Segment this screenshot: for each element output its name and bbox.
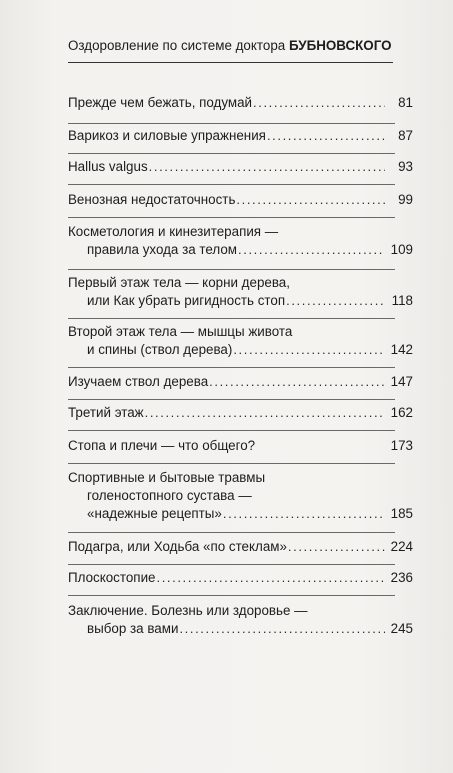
dot-leader bbox=[286, 292, 385, 310]
toc-line bbox=[68, 487, 413, 505]
dot-leader bbox=[233, 341, 385, 359]
toc-line bbox=[68, 158, 413, 176]
toc-separator bbox=[68, 564, 395, 565]
toc-separator bbox=[68, 269, 395, 270]
header-title: Оздоровление по системе доктора bbox=[68, 38, 286, 53]
toc-page-number: 147 bbox=[390, 374, 413, 389]
toc-entry-title: Заключение. Болезнь или здоровье — bbox=[68, 603, 308, 618]
toc-line bbox=[68, 191, 413, 209]
toc-entry bbox=[68, 538, 413, 556]
toc-line bbox=[68, 505, 413, 523]
toc-line bbox=[68, 241, 413, 259]
toc-line bbox=[68, 437, 413, 455]
toc-entry bbox=[68, 127, 413, 145]
dot-leader bbox=[145, 404, 385, 422]
toc-page-number: 162 bbox=[390, 405, 413, 420]
toc-entry-title: Стопа и плечи — что общего? bbox=[68, 438, 256, 453]
toc-entry-title: Спортивные и бытовые травмы bbox=[68, 470, 266, 485]
toc-separator bbox=[68, 399, 395, 400]
dot-leader bbox=[288, 538, 385, 556]
toc-entry bbox=[68, 602, 413, 638]
dot-leader bbox=[149, 158, 385, 176]
toc-line bbox=[68, 292, 413, 310]
dot-leader bbox=[157, 569, 386, 587]
dot-leader bbox=[253, 94, 385, 112]
toc-entry bbox=[68, 569, 413, 587]
toc-page-number: 118 bbox=[391, 293, 413, 308]
toc-line bbox=[68, 602, 413, 620]
toc-separator bbox=[68, 184, 395, 185]
toc-entry-title-cont: выбор за вами bbox=[87, 621, 179, 636]
toc-page-number: 245 bbox=[390, 621, 413, 636]
header-author: БУБНОВСКОГО bbox=[288, 38, 392, 53]
toc-line bbox=[68, 127, 413, 145]
toc-entry-title: Прежде чем бежать, подумай bbox=[68, 95, 253, 110]
dot-leader bbox=[236, 191, 385, 209]
dot-leader bbox=[179, 620, 385, 638]
toc-entry-title: Второй этаж тела — мышцы живота bbox=[68, 324, 293, 339]
toc-entry bbox=[68, 437, 413, 455]
toc-entry-title: Подагра, или Ходьба «по стеклам» bbox=[68, 539, 287, 554]
toc-entry-title: Косметология и кинезитерапия — bbox=[68, 224, 279, 239]
toc-entry bbox=[68, 94, 413, 112]
toc-entry bbox=[68, 404, 413, 422]
toc-line bbox=[68, 323, 413, 341]
toc-entry-title: Варикоз и силовые упражнения bbox=[68, 128, 266, 143]
toc-page-number: 81 bbox=[398, 95, 413, 110]
toc-line bbox=[68, 404, 413, 422]
toc-entry bbox=[68, 274, 413, 310]
toc-page-number: 87 bbox=[398, 128, 413, 143]
toc-entry-title-cont: правила ухода за телом bbox=[87, 242, 238, 257]
toc-entry-title-cont: «надежные рецепты» bbox=[87, 506, 222, 521]
toc-separator bbox=[68, 532, 395, 533]
dot-leader bbox=[267, 127, 385, 145]
toc-entry bbox=[68, 223, 413, 259]
toc-page-number: 185 bbox=[390, 506, 413, 521]
toc-page-number: 142 bbox=[390, 342, 413, 357]
toc-separator bbox=[68, 153, 395, 154]
toc-page-number: 236 bbox=[390, 570, 413, 585]
dot-leader bbox=[209, 373, 385, 391]
toc-entry bbox=[68, 158, 413, 176]
toc-entry bbox=[68, 469, 413, 523]
toc-entry-title: Изучаем ствол дерева bbox=[68, 374, 209, 389]
toc-entry bbox=[68, 373, 413, 391]
toc-separator bbox=[68, 430, 395, 431]
toc-entry bbox=[68, 191, 413, 209]
toc-separator bbox=[68, 217, 395, 218]
header-rule bbox=[68, 62, 393, 63]
toc-separator bbox=[68, 123, 395, 124]
toc-separator bbox=[68, 595, 395, 596]
dot-leader bbox=[238, 241, 385, 259]
toc-line bbox=[68, 620, 413, 638]
toc-line bbox=[68, 223, 413, 241]
toc-separator bbox=[68, 463, 395, 464]
toc-entry-title-cont: и спины (ствол дерева) bbox=[87, 342, 233, 357]
toc-line bbox=[68, 373, 413, 391]
toc-entry-title: Первый этаж тела — корни дерева, bbox=[68, 275, 290, 290]
toc-entry bbox=[68, 323, 413, 359]
toc-separator bbox=[68, 367, 395, 368]
toc-line bbox=[68, 341, 413, 359]
toc-line bbox=[68, 538, 413, 556]
toc-line bbox=[68, 569, 413, 587]
toc-page-number: 173 bbox=[390, 438, 413, 453]
toc-entry-title: Hallus valgus bbox=[68, 159, 148, 174]
toc-page-number: 109 bbox=[390, 242, 413, 257]
toc-line bbox=[68, 469, 413, 487]
toc-page-number: 224 bbox=[390, 539, 413, 554]
toc-entry-title-cont: или Как убрать ригидность стоп bbox=[87, 293, 286, 308]
toc-line bbox=[68, 94, 413, 112]
toc-page-number: 99 bbox=[398, 192, 413, 207]
dot-leader bbox=[223, 505, 385, 523]
toc-entry-title: Венозная недостаточность bbox=[68, 192, 236, 207]
toc-entry-title-cont: голеностопного сустава — bbox=[87, 488, 252, 503]
toc-separator bbox=[68, 318, 395, 319]
toc-entry-title: Плоскостопие bbox=[68, 570, 156, 585]
toc-line bbox=[68, 274, 413, 292]
toc-page-number: 93 bbox=[398, 159, 413, 174]
running-header bbox=[68, 38, 398, 53]
toc-entry-title: Третий этаж bbox=[68, 405, 144, 420]
